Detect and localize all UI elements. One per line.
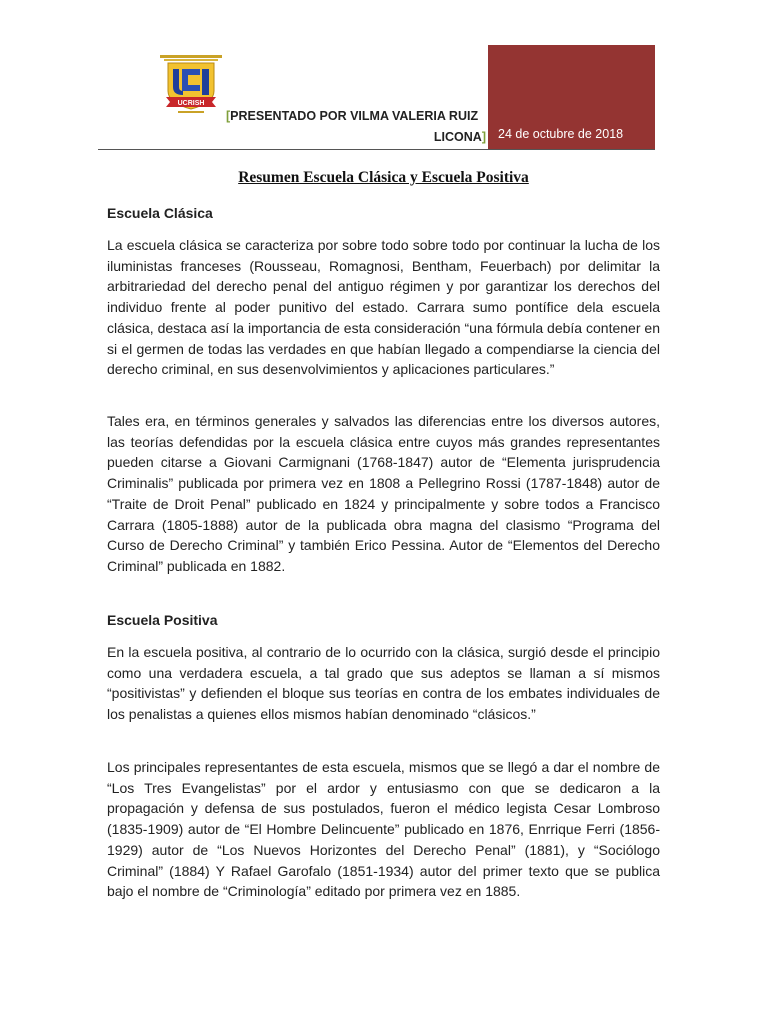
- paragraph-positiva-1: En la escuela positiva, al contrario de lo ocurrido con la clásica, surgió desde el principio como una verdadera escuela, a tal grado que sus adeptos se llaman a sí mismos “positivistas” y defienden el bloque sus teorías en contra de los embates individuales de los penalistas a quienes ellos mismos habían denominado “clásicos.”: [107, 644, 660, 723]
- presenter-line-1: [226, 106, 486, 127]
- logo-text: UCRISH: [177, 100, 205, 107]
- paragraph-positiva-2: Los principales representantes de esta escuela, mismos que se llegó a dar el nombre de “Los Tres Evangelistas” por el ardor y entusiasmo con que se dedicaron a la propagación y defensa de sus postulados, fueron el médico legista Cesar Lombroso (1835-1909) autor de “El Hombre Delincuente” publicado en 1876, Enrrique Ferri (1856-1929) autor de “Los Nuevos Horizontes del Derecho Penal” (1881), y “Sociólogo Criminal” (1884) Y Rafael Garofalo (1851-1934) autor del primer texto que se publica bajo el nombre de “Criminología” editado por primera vez en 1885.: [107, 759, 660, 900]
- paragraph-clasica-1: La escuela clásica se caracteriza por sobre todo sobre todo por continuar la lucha de los iluministas franceses (Rousseau, Romagnosi, Bentham, Feuerbach) por delimitar la arbitrariedad del derecho penal del antiguo régimen y por garantizar los derechos del individuo frente al poder punitivo del estado. Carrara sumo pontífice dela escuela clásica, destaca así la importancia de esta consideración “una fórmula debía contener en si el germen de todas las verdades en que habían llegado a compendiarse la ciencia del derecho criminal, en sus desenvolvimientos y aplicaciones particulares.”: [107, 237, 660, 378]
- section-heading-clasica: Escuela Clásica: [107, 205, 213, 221]
- header-divider: [98, 149, 655, 150]
- bracket-close: ]: [481, 130, 486, 144]
- document-title: Resumen Escuela Clásica y Escuela Positiva: [238, 169, 529, 186]
- university-logo: [158, 55, 224, 121]
- date-text: 24 de octubre de 2018: [498, 127, 624, 141]
- presenter-line-2: [226, 127, 486, 148]
- section-heading-positiva: Escuela Positiva: [107, 612, 218, 628]
- presenter-block: [226, 106, 486, 148]
- presenter-name: PRESENTADO POR VILMA VALERIA RUIZ: [230, 109, 479, 123]
- bracket-open: [: [226, 109, 231, 123]
- presenter-surname: LICONA: [433, 130, 482, 144]
- paragraph-clasica-2: Tales era, en términos generales y salvados las diferencias entre los diversos autores, las teorías defendidas por la escuela clásica entre cuyos más grandes representantes pueden citarse a Giovani Carmignani (1768-1847) autor de “Elementa jurisprudencia Criminalis” publicada por primera vez en 1808 a Pellegrino Rossi (1787-1848) autor de “Traite de Droit Penal” publicado en 1824 y principalmente y sobre todos a Francisco Carrara (1805-1888) autor de la publicada obra magna del clasismo “Programa del Curso de Derecho Criminal” y también Erico Pessina. Autor de “Elementos del Derecho Criminal” publicada en 1882.: [107, 413, 660, 574]
